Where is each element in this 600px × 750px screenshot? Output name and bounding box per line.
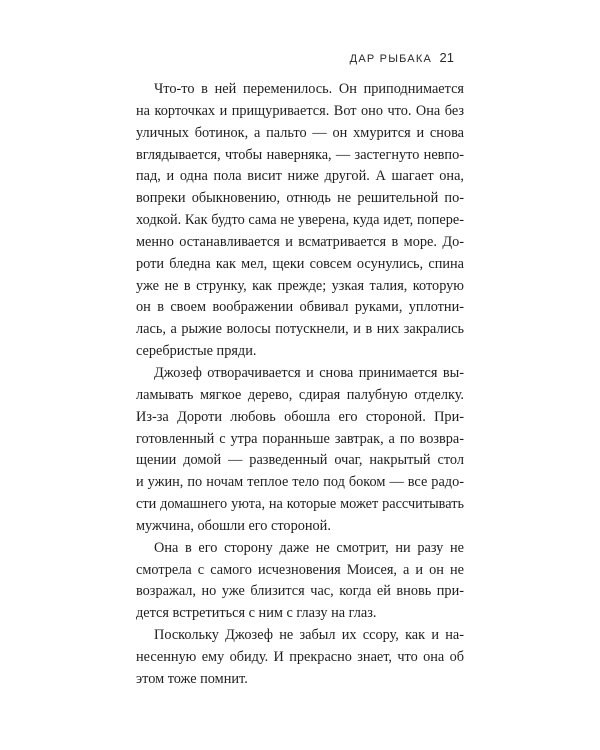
text-line: возражал, но уже близится час, когда ей вновь при-: [136, 583, 464, 600]
text-line: роти бледна как мел, щеки совсем осунулись, спина: [136, 255, 464, 272]
text-line: и ужин, по ночам теплое тело под боком — все радо-: [136, 474, 464, 491]
text-line: Поскольку Джозеф не забыл их ссору, как и на-: [154, 627, 464, 644]
text-line: ламывать мягкое дерево, сдирая палубную отделку.: [136, 386, 464, 403]
text-line: дется встретиться с ним с глазу на глаз.: [136, 605, 377, 622]
running-head: ДАР РЫБАКА: [349, 53, 432, 65]
text-line: уже не в струнку, как прежде; узкая талия, которую: [136, 277, 464, 294]
text-line: вглядывается, чтобы наверняка, — застегнуто невпо-: [136, 146, 464, 163]
text-line: ходкой. Как будто сама не уверена, куда идет, попере-: [136, 212, 464, 229]
text-line: лась, а рыжие волосы потускнели, и в них закрались: [136, 321, 464, 338]
text-line: уличных ботинок, а пальто — он хмурится и снова: [136, 124, 464, 141]
page-number: 21: [439, 50, 454, 65]
text-line: этом тоже помнит.: [136, 670, 248, 687]
text-line: сти домашнего уюта, на которые может рассчитывать: [136, 496, 464, 513]
text-line: мужчина, обошли его стороной.: [136, 517, 331, 534]
text-line: вопреки обыкновению, отнюдь не решительной по-: [136, 190, 464, 207]
text-line: пад, и одна пола висит ниже другой. А шагает она,: [136, 168, 464, 185]
text-line: щении домой — разведенный очаг, накрытый стол: [136, 452, 464, 469]
text-line: серебристые пряди.: [136, 343, 257, 360]
text-line: Джозеф отворачивается и снова принимается вы-: [154, 364, 464, 381]
text-line: смотрела с самого исчезновения Моисея, а и он не: [136, 561, 464, 578]
text-line: несенную ему обиду. И прекрасно знает, что она об: [136, 648, 464, 665]
text-line: Из-за Дороти любовь обошла его стороной. При-: [136, 408, 464, 425]
text-line: он в своем воображении обвивал руками, уплотни-: [136, 299, 464, 316]
text-line: Она в его сторону даже не смотрит, ни разу не: [154, 539, 464, 556]
text-line: готовленный с утра поранньше завтрак, а по возвра-: [136, 430, 464, 447]
text-line: менно останавливается и всматривается в море. До-: [136, 233, 464, 250]
body-text: [136, 79, 464, 691]
text-line: на корточках и прищуривается. Вот оно что. Она без: [136, 102, 464, 119]
text-line: Что-то в ней переменилось. Он приподнимается: [154, 81, 464, 97]
